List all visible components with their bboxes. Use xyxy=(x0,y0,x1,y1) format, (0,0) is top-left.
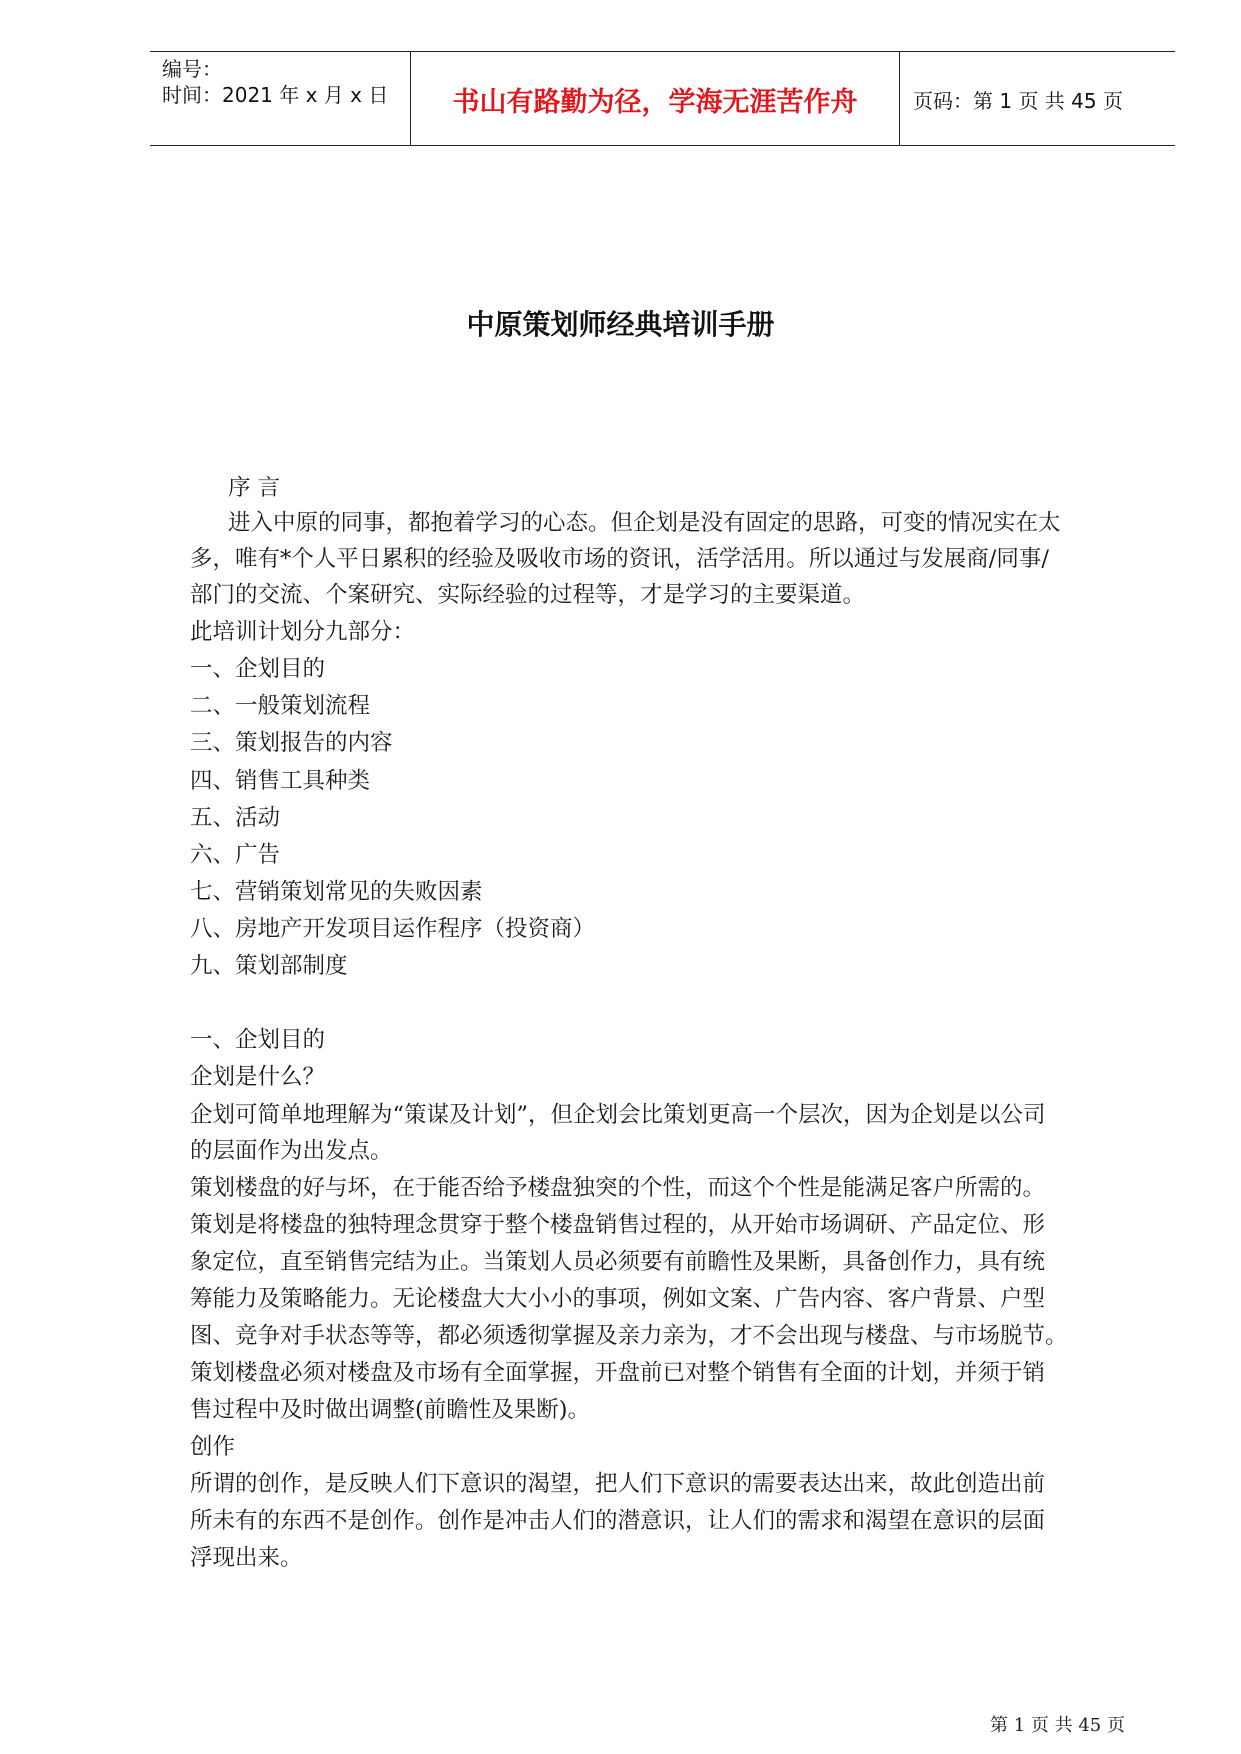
body-line: 所未有的东西不是创作。创作是冲击人们的潜意识，让人们的需求和渴望在意识的层面 xyxy=(190,1508,1046,1534)
document-number-label: 编号： xyxy=(162,57,222,81)
body-line: 的层面作为出发点。 xyxy=(190,1138,393,1164)
toc-item: 三、策划报告的内容 xyxy=(190,730,393,756)
preface-paragraph-line: 进入中原的同事，都抱着学习的心态。但企划是没有固定的思路，可变的情况实在太 xyxy=(228,510,1061,536)
toc-item: 八、房地产开发项目运作程序（投资商） xyxy=(190,916,596,942)
header-page-cell xyxy=(899,52,1175,145)
body-line: 筹能力及策略能力。无论楼盘大大小小的事项，例如文案、广告内容、客户背景、户型 xyxy=(190,1286,1046,1312)
toc-item: 五、活动 xyxy=(190,805,281,831)
toc-item: 二、一般策划流程 xyxy=(190,693,371,719)
toc-item: 一、企划目的 xyxy=(190,656,326,682)
body-line: 浮现出来。 xyxy=(190,1545,303,1571)
preface-paragraph-line: 部门的交流、个案研究、实际经验的过程等，才是学习的主要渠道。 xyxy=(190,582,866,608)
toc-item: 七、营销策划常见的失败因素 xyxy=(190,879,483,905)
body-line: 售过程中及时做出调整(前瞻性及果断)。 xyxy=(190,1397,591,1423)
subsection-heading: 创作 xyxy=(190,1434,236,1460)
document-header xyxy=(150,51,1175,146)
toc-item: 九、策划部制度 xyxy=(190,953,348,979)
header-motto-cell xyxy=(410,52,900,145)
body-line: 象定位，直至销售完结为止。当策划人员必须要有前瞻性及果断，具备创作力，具有统 xyxy=(190,1249,1046,1275)
section-question: 企划是什么？ xyxy=(190,1064,326,1090)
page-footer: 第 1 页 共 45 页 xyxy=(990,1715,1125,1736)
toc-item: 四、销售工具种类 xyxy=(190,768,371,794)
header-motto: 书山有路勤为径，学海无涯苦作舟 xyxy=(452,87,858,118)
body-line: 策划楼盘的好与坏，在于能否给予楼盘独突的个性，而这个个性是能满足客户所需的。 xyxy=(190,1175,1046,1201)
body-line: 企划可简单地理解为“策谋及计划”，但企划会比策划更高一个层次，因为企划是以公司 xyxy=(190,1102,1046,1128)
plan-intro: 此培训计划分九部分： xyxy=(190,619,416,645)
body-line: 图、竞争对手状态等等，都必须透彻掌握及亲力亲为，才不会出现与楼盘、与市场脱节。 xyxy=(190,1323,1068,1349)
preface-paragraph-line: 多，唯有*个人平日累积的经验及吸收市场的资讯，活学活用。所以通过与发展商/同事/ xyxy=(190,546,1049,572)
section-heading: 一、企划目的 xyxy=(190,1027,326,1053)
header-meta-cell xyxy=(150,52,410,145)
body-line: 策划是将楼盘的独特理念贯穿于整个楼盘销售过程的，从开始市场调研、产品定位、形 xyxy=(190,1212,1046,1238)
header-page-info: 页码：第 1 页 共 45 页 xyxy=(913,89,1123,113)
preface-heading: 序 言 xyxy=(228,475,281,501)
toc-item: 六、广告 xyxy=(190,842,281,868)
body-line: 策划楼盘必须对楼盘及市场有全面掌握，开盘前已对整个销售有全面的计划，并须于销 xyxy=(190,1360,1046,1386)
body-line: 所谓的创作，是反映人们下意识的渴望，把人们下意识的需要表达出来，故此创造出前 xyxy=(190,1471,1046,1497)
document-time-label: 时间：2021 年 x 月 x 日 xyxy=(162,83,389,107)
document-title: 中原策划师经典培训手册 xyxy=(466,308,775,341)
